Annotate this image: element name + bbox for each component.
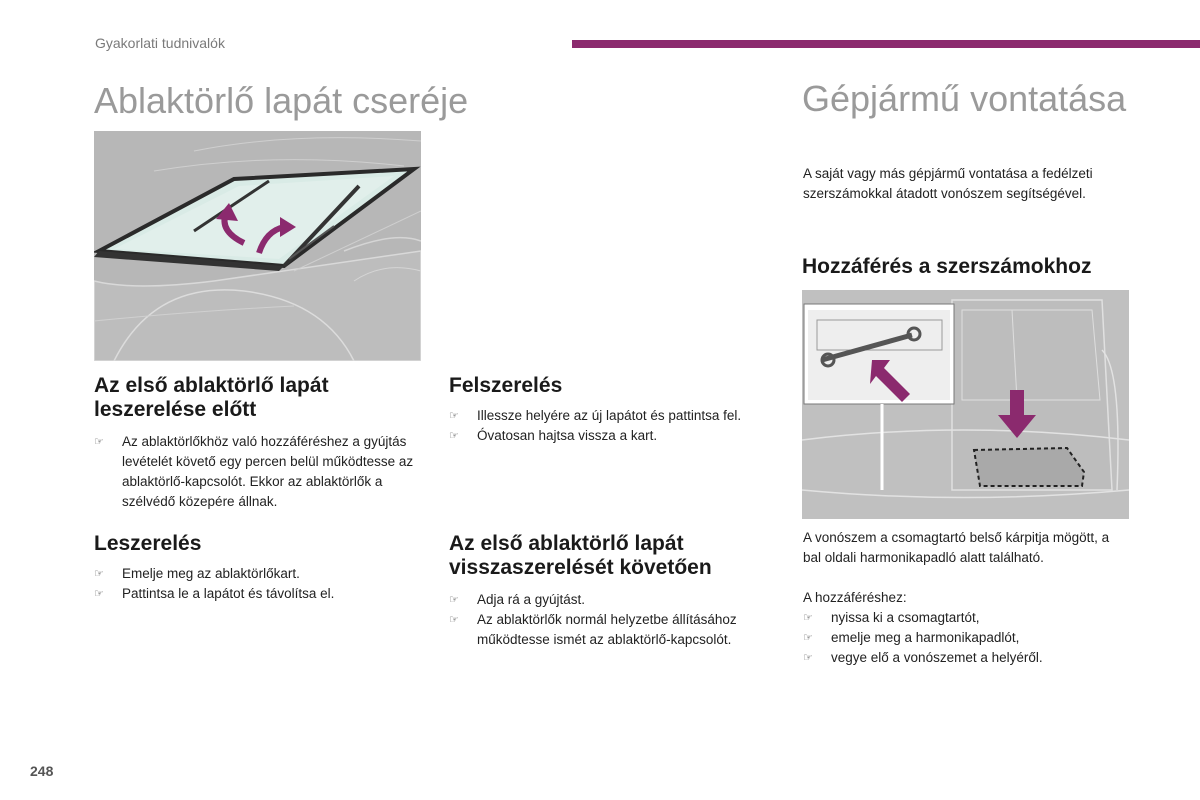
- list-item-text: Pattintsa le a lapátot és távolítsa el.: [122, 586, 335, 601]
- pointing-hand-icon: ☞: [803, 652, 813, 664]
- trunk-tools-illustration: [802, 290, 1129, 519]
- after-reinstall-heading: Az első ablaktörlő lapát visszaszerelését követően: [449, 532, 712, 579]
- wiper-illustration-svg: [94, 131, 421, 361]
- list-item: [94, 584, 424, 604]
- list-item: [449, 610, 769, 650]
- list-item-text: emelje meg a harmonikapadlót,: [831, 630, 1020, 645]
- list-item: [94, 432, 424, 512]
- list-item: [449, 426, 769, 446]
- header-accent-bar: [572, 40, 1200, 48]
- pointing-hand-icon: ☞: [449, 430, 459, 442]
- list-item: [449, 590, 769, 610]
- list-item: [803, 648, 1113, 668]
- removal-heading: Leszerelés: [94, 532, 202, 555]
- pointing-hand-icon: ☞: [449, 594, 459, 606]
- tools-access-label: A hozzáféréshez:: [803, 590, 907, 605]
- after-reinstall-section: [449, 532, 769, 650]
- before-removal-section: [94, 374, 424, 512]
- list-item-text: Az ablaktörlőkhöz való hozzáféréshez a gyújtás levételét követő egy percen belül működtesse az ablaktörlő-kapcsolót. Ekkor az ablaktörlők a szélvédő közepére állnak.: [122, 434, 414, 509]
- list-item: [449, 406, 769, 426]
- pointing-hand-icon: ☞: [94, 568, 104, 580]
- pointing-hand-icon: ☞: [94, 588, 104, 600]
- installation-heading: Felszerelés: [449, 374, 563, 397]
- list-item-text: Emelje meg az ablaktörlőkart.: [122, 566, 300, 581]
- wiper-illustration: [94, 131, 421, 361]
- after-reinstall-list: [449, 590, 769, 650]
- list-item-text: Adja rá a gyújtást.: [477, 592, 586, 607]
- page-number: 248: [30, 763, 54, 779]
- list-item-text: Óvatosan hajtsa vissza a kart.: [477, 428, 658, 443]
- section-label: Gyakorlati tudnivalók: [95, 35, 225, 51]
- removal-section: [94, 532, 424, 604]
- pointing-hand-icon: ☞: [94, 436, 104, 448]
- list-item: [94, 564, 424, 584]
- tools-access-paragraph: A vonószem a csomagtartó belső kárpitja mögött, a bal oldali harmonikapadló alatt található.: [803, 530, 1110, 565]
- list-item: [803, 608, 1113, 628]
- page-title-wiper: Ablaktörlő lapát cseréje: [94, 80, 469, 121]
- list-item: [803, 628, 1113, 648]
- before-removal-list: [94, 432, 424, 512]
- before-removal-heading: Az első ablaktörlő lapát leszerelése előtt: [94, 374, 329, 421]
- list-item-text: nyissa ki a csomagtartót,: [831, 610, 980, 625]
- removal-list: [94, 564, 424, 604]
- pointing-hand-icon: ☞: [803, 632, 813, 644]
- towing-intro: A saját vagy más gépjármű vontatása a fedélzeti szerszámokkal átadott vonószem segítségével.: [803, 166, 1093, 201]
- installation-list: [449, 406, 769, 446]
- list-item-text: Az ablaktörlők normál helyzetbe állításához működtesse ismét az ablaktörlő-kapcsolót.: [477, 612, 737, 647]
- pointing-hand-icon: ☞: [449, 410, 459, 422]
- pointing-hand-icon: ☞: [449, 614, 459, 626]
- installation-section: [449, 374, 769, 446]
- trunk-tools-illustration-svg: [802, 290, 1129, 519]
- tools-access-list: [803, 608, 1113, 668]
- list-item-text: vegye elő a vonószemet a helyéről.: [831, 650, 1043, 665]
- pointing-hand-icon: ☞: [803, 612, 813, 624]
- tools-access-heading: Hozzáférés a szerszámokhoz: [802, 255, 1092, 278]
- list-item-text: Illessze helyére az új lapátot és pattintsa fel.: [477, 408, 742, 423]
- page-title-towing: Gépjármű vontatása: [802, 78, 1127, 119]
